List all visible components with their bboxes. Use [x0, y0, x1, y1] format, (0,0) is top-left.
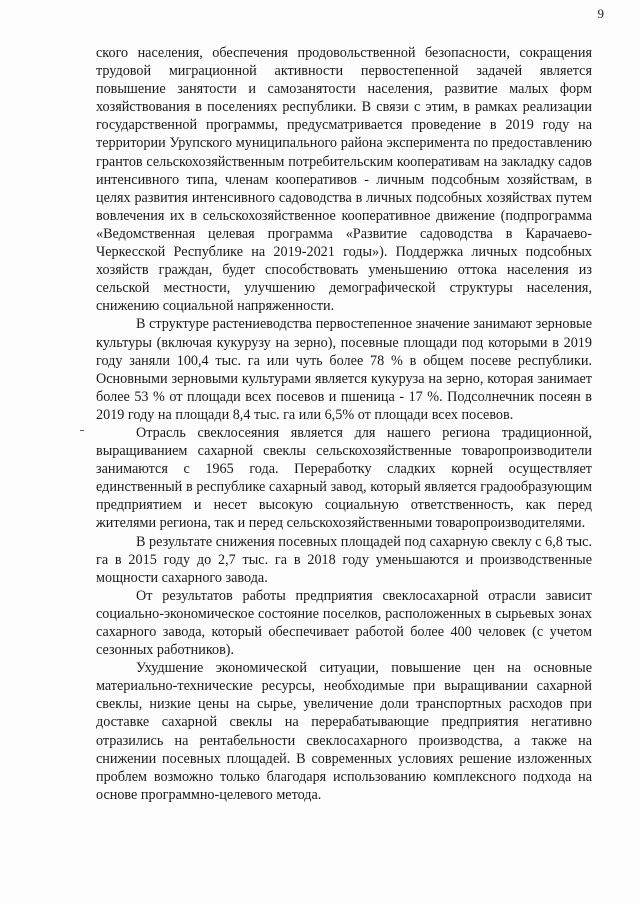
margin-mark [80, 430, 84, 431]
paragraph-5: От результатов работы предприятия свеклосахарной отрасли зависит социально-экономическое состояние поселков, расположенных в сырьевых зонах сахарного завода, который обеспечивает работой более 400 человек (с учетом сезонных работников). [96, 587, 592, 659]
paragraph-4: В результате снижения посевных площадей под сахарную свеклу с 6,8 тыс. га в 2015 году до 2,7 тыс. га в 2018 году уменьшаются и производственные мощности сахарного завода. [96, 533, 592, 586]
paragraph-1: ского населения, обеспечения продовольственной безопасности, сокращения трудовой миграционной активности первостепенной задачей является повышение занятости и самозанятости населения, развитие малых форм хозяйствования в поселениях республики. В связи с этим, в рамках реализации государственной программы, предусматривается проведение в 2019 году на территории Урупского муниципального района эксперимента по предоставлению грантов сельскохозяйственным потребительским кооперативам на закладку садов интенсивного типа, членам кооперативов - личным подсобным хозяйствам, в целях развития интенсивного садоводства в личных подсобных хозяйствах путем вовлечения их в сельскохозяйственное кооперативное движение (подпрограмма «Ведомственная целевая программа «Развитие садоводства в Карачаево-Черкесской Республике на 2019-2021 годы»). Поддержка личных подсобных хозяйств граждан, будет способствовать уменьшению оттока населения из сельской местности, улучшению демографической структуры населения, снижению социальной напряженности. [96, 45, 592, 315]
document-body [96, 44, 592, 804]
paragraph-2: В структуре растениеводства первостепенное значение занимают зерновые культуры (включая кукурузу на зерно), посевные площади под которыми в 2019 году заняли 100,4 тыс. га или чуть более 78 % в общем посеве республики. Основными зерновыми культурами является кукуруза на зерно, которая занимает более 53 % от площади всех посевов и пшеница - 17 %. Подсолнечник посеян в 2019 году на площади 8,4 тыс. га или 6,5% от площади всех посевов. [96, 316, 592, 423]
paragraph-3: Отрасль свеклосеяния является для нашего региона традиционной, выращиванием сахарной свеклы сельскохозяйственные товаропроизводители занимаются с 1965 года. Переработку сладких корней осуществляет единственный в республике сахарный завод, который является градообразующим предприятием и несет высокую социальную ответственность, как перед жителями региона, так и перед сельскохозяйственными товаропроизводителями. [96, 424, 592, 532]
paragraph-6: Ухудшение экономической ситуации, повышение цен на основные материально-технические ресурсы, необходимые при выращивании сахарной свеклы, низкие цены на сырье, увеличение доли транспортных расходов при доставке сахарной свеклы на перерабатывающие предприятия негативно отразились на рентабельности свеклосахарного производства, а также на снижении посевных площадей. В современных условиях решение изложенных проблем возможно только благодаря использованию комплексного подхода на основе программно-целевого метода. [96, 660, 592, 803]
page-number: 9 [597, 6, 604, 21]
